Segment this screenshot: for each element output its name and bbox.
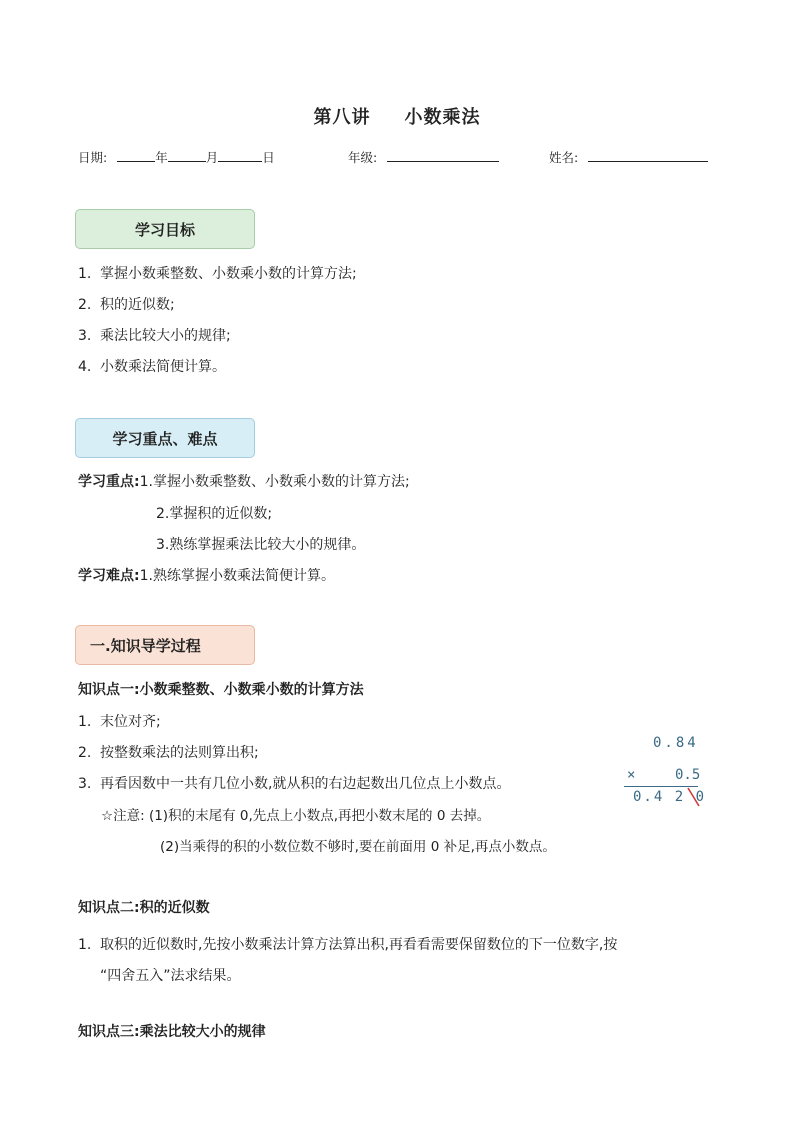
name-blank[interactable] (588, 148, 708, 162)
year-blank[interactable] (117, 148, 155, 162)
note-1: ☆注意: (1)积的末尾有 0,先点上小数点,再把小数末尾的 0 去掉。 (101, 808, 491, 824)
name-field: 姓名: (549, 148, 708, 166)
list-item: 2. 按整数乘法的法则算出积; (78, 745, 259, 761)
knowledge-point-1-title: 知识点一:小数乘整数、小数乘小数的计算方法 (78, 682, 364, 698)
difficult-points-line: 学习难点:1.熟练掌握小数乘法简便计算。 (78, 568, 335, 584)
key-points-line: 2.掌握积的近似数; (156, 506, 273, 522)
list-item: 2. 积的近似数; (78, 297, 175, 313)
day-blank[interactable] (218, 148, 262, 162)
grade-blank[interactable] (387, 148, 499, 162)
list-item-continuation: “四舍五入”法求结果。 (100, 968, 241, 984)
list-item: 1. 末位对齐; (78, 714, 161, 730)
section-heading-key-points: 学习重点、难点 (75, 418, 255, 458)
key-points-line: 学习重点:1.掌握小数乘整数、小数乘小数的计算方法; (78, 474, 410, 490)
list-item: 4. 小数乘法简便计算。 (78, 359, 226, 375)
knowledge-point-3-title: 知识点三:乘法比较大小的规律 (78, 1024, 266, 1040)
date-field: 日期: 年 月 日 (78, 150, 275, 165)
grade-field: 年级: (348, 148, 499, 166)
calc-times-sign: × (627, 767, 636, 783)
section-heading-goals: 学习目标 (75, 209, 255, 249)
section-heading-knowledge: 一.知识导学过程 (75, 625, 255, 665)
calc-multiplier: 0.5 (675, 767, 701, 783)
month-blank[interactable] (168, 148, 206, 162)
list-item: 3. 再看因数中一共有几位小数,就从积的右边起数出几位点上小数点。 (78, 776, 511, 792)
key-points-line: 3.熟练掌握乘法比较大小的规律。 (156, 537, 366, 553)
list-item: 1. 取积的近似数时,先按小数乘法计算方法算出积,再看看需要保留数位的下一位数字,按 (78, 937, 618, 953)
strike-mark-icon (685, 785, 703, 809)
list-item: 1. 掌握小数乘整数、小数乘小数的计算方法; (78, 266, 357, 282)
knowledge-point-2-title: 知识点二:积的近似数 (78, 900, 210, 916)
lesson-number: 第八讲 (313, 107, 371, 128)
list-item: 3. 乘法比较大小的规律; (78, 328, 231, 344)
lesson-topic: 小数乘法 (404, 107, 481, 128)
page-title (0, 103, 794, 129)
note-2: (2)当乘得的积的小数位数不够时,要在前面用 0 补足,再点小数点。 (160, 839, 556, 855)
calc-multiplicand: 0.84 (653, 735, 699, 751)
calc-result: 0.4 2 0 (633, 789, 707, 805)
